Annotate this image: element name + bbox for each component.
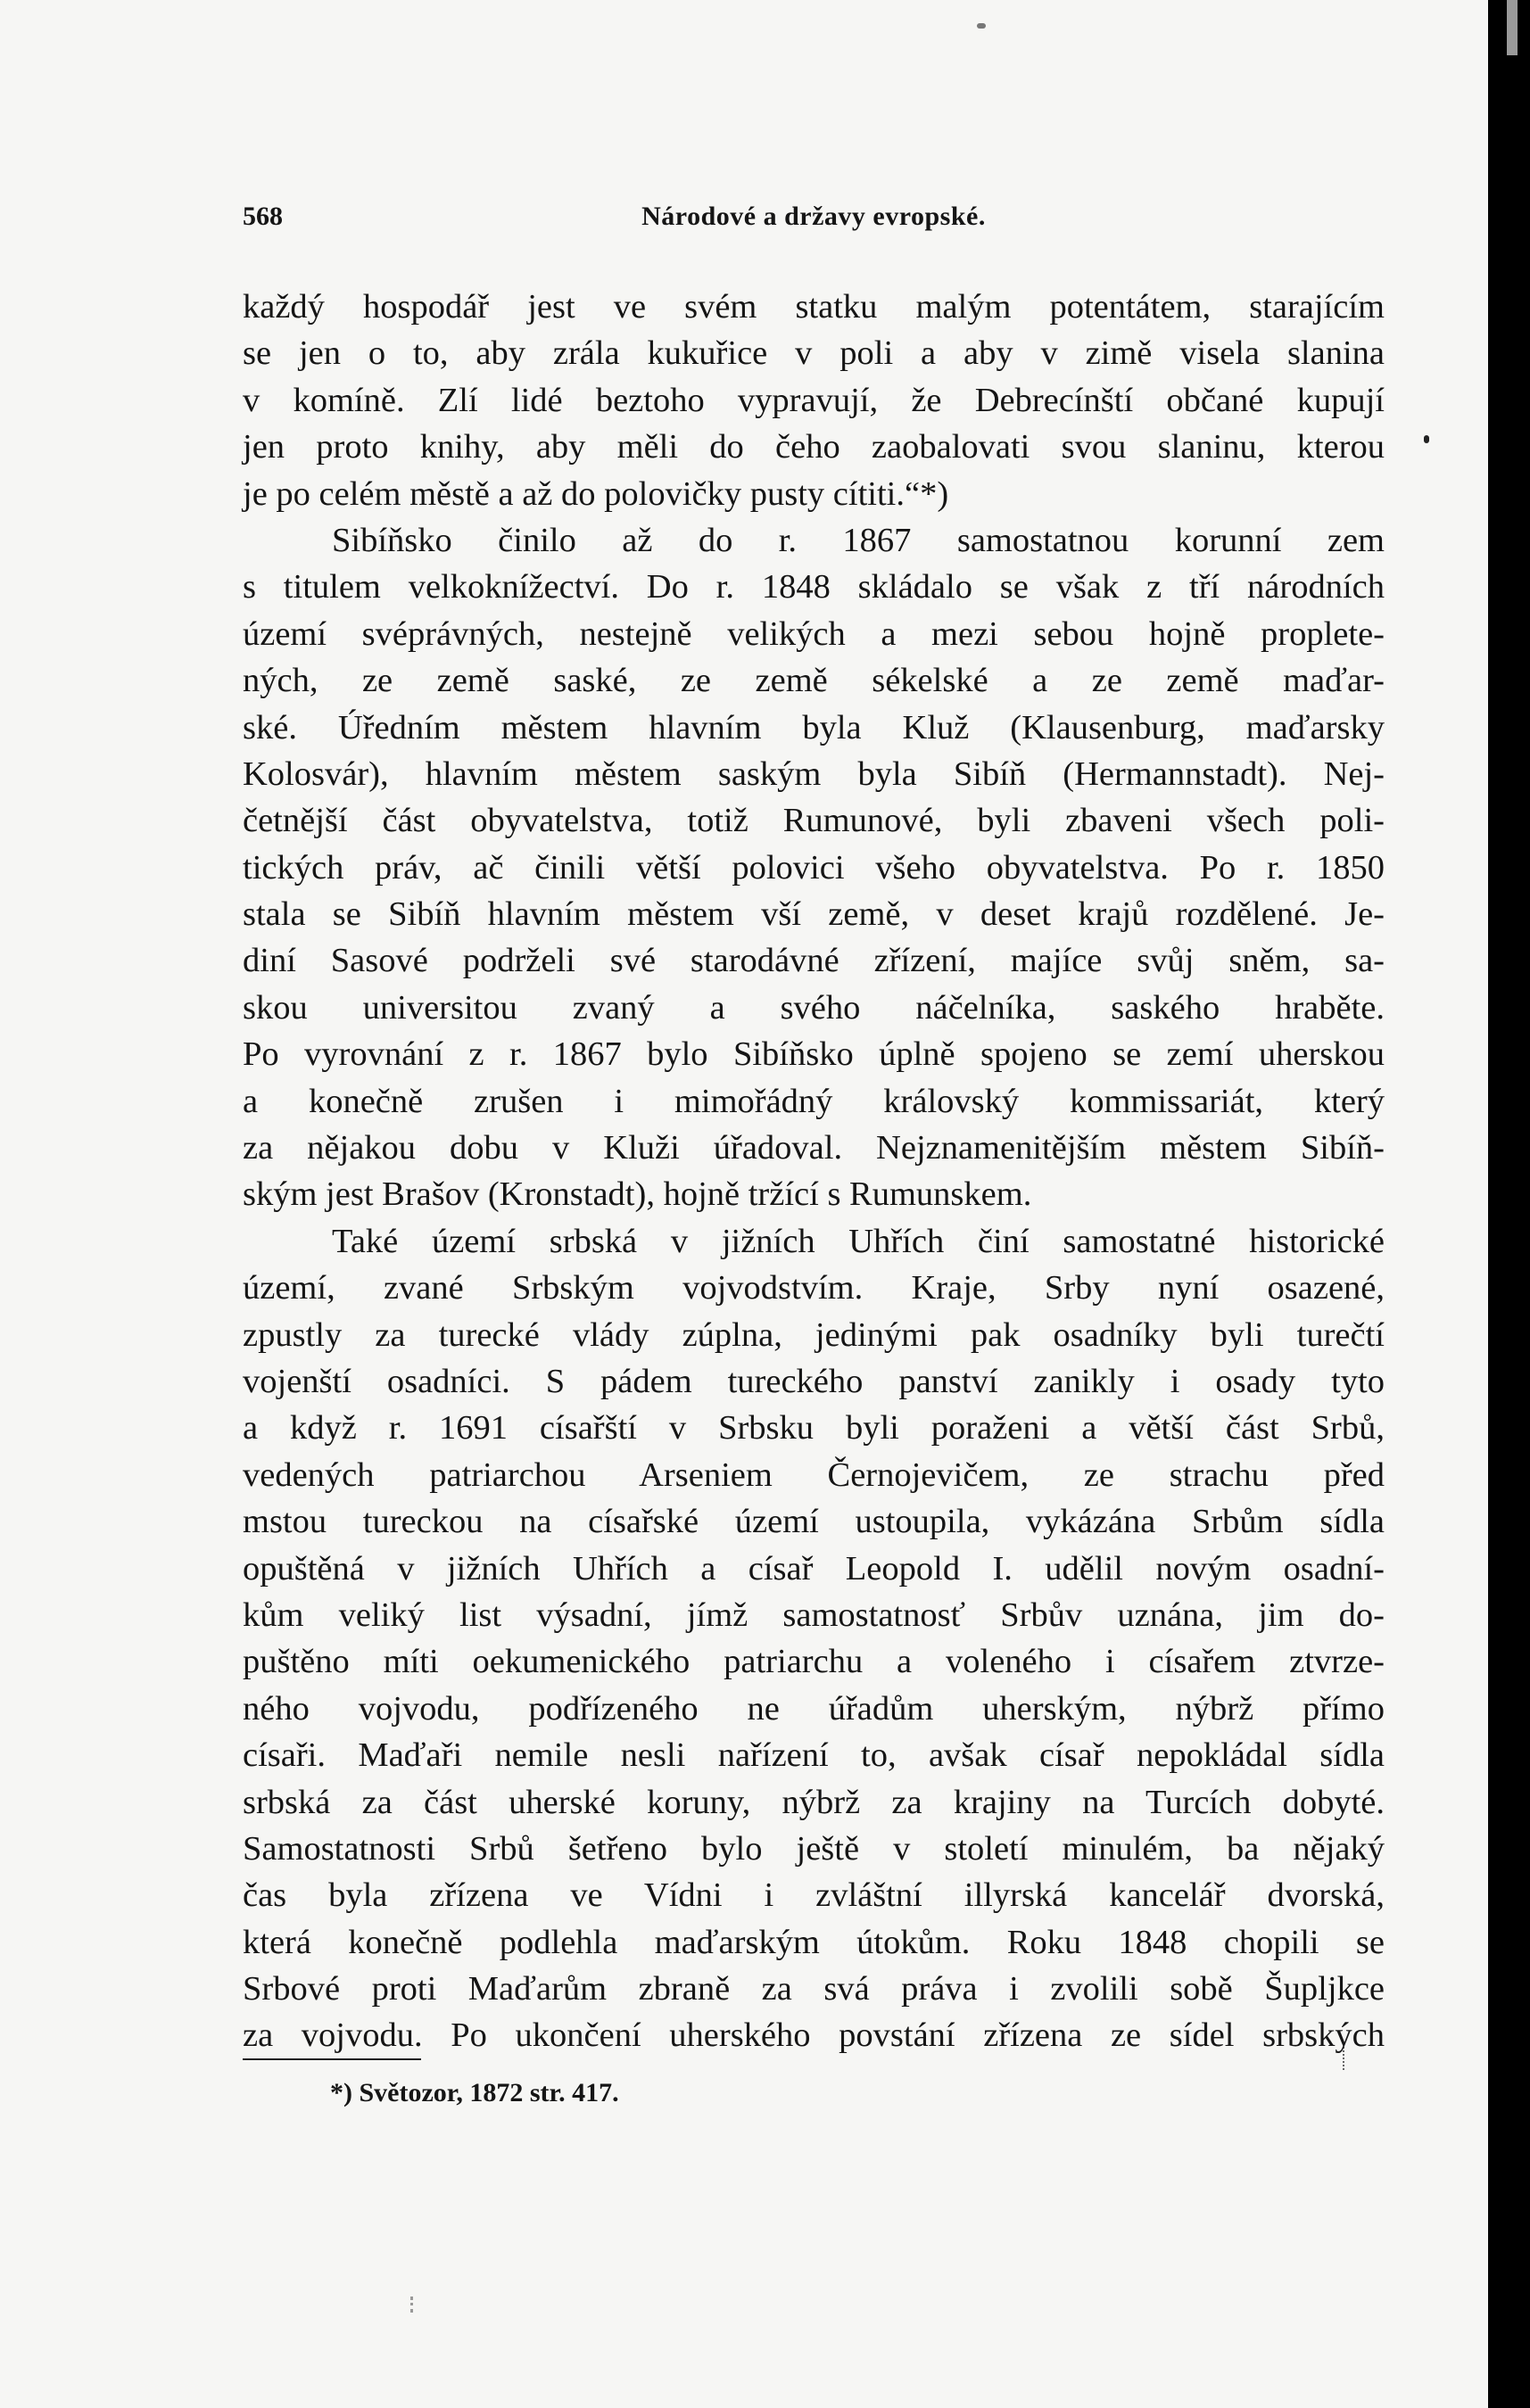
text-line: tických práv, ač činili větší polovici všeho obyvatelstva. Po r. 1850 — [243, 848, 1385, 887]
page-number: 568 — [243, 202, 283, 231]
text-line: Po vyrovnání z r. 1867 bylo Sibíňsko úplně spojeno se zemí uherskou — [243, 1035, 1385, 1074]
text-line: ským jest Brašov (Kronstadt), hojně tržící s Rumunskem. — [243, 1175, 1032, 1214]
text-line: a konečně zrušen i mimořádný královský kommissariát, který — [243, 1082, 1385, 1120]
text-line: Srbové proti Maďarům zbraně za svá práva i zvolili sobě Šupljkce — [243, 1970, 1385, 2008]
text-line: zpustly za turecké vlády zúplna, jedinými pak osadníky byli turečtí — [243, 1315, 1385, 1354]
text-line: puštěno míti oekumenického patriarchu a voleného i císařem ztvrze- — [243, 1643, 1385, 1681]
text-line: mstou tureckou na císařské území ustoupila, vykázána Srbům sídla — [243, 1503, 1385, 1541]
text-line: srbská za část uherské koruny, nýbrž za krajiny na Turcích dobyté. — [243, 1783, 1385, 1821]
text-line: za nějakou dobu v Kluži úřadoval. Nejznamenitějším městem Sibíň- — [243, 1129, 1385, 1167]
text-line: s titulem velkoknížectví. Do r. 1848 skládalo se však z tří národních — [243, 568, 1385, 606]
text-line: vedených patriarchou Arseniem Černojevičem, ze strachu před — [243, 1456, 1385, 1494]
footnote-rule — [243, 2058, 421, 2060]
text-line: která konečně podlehla maďarským útokům. Roku 1848 chopili se — [243, 1923, 1385, 1961]
text-line: čas byla zřízena ve Vídni i zvláštní illyrská kancelář dvorská, — [243, 1876, 1385, 1915]
text-line: skou universitou zvaný a svého náčelníka, saského hraběte. — [243, 988, 1385, 1027]
page-header — [243, 202, 1385, 237]
text-line: císaři. Maďaři nemile nesli nařízení to, avšak císař nepokládal sídla — [243, 1736, 1385, 1775]
scan-artifact — [977, 23, 986, 29]
text-line: Také území srbská v jižních Uhřích činí samostatné historické — [332, 1222, 1385, 1260]
text-line: území, zvané Srbským vojvodstvím. Kraje, Srby nyní osazené, — [243, 1269, 1385, 1307]
text-line: jen proto knihy, aby měli do čeho zaobalovati svou slaninu, kterou — [243, 428, 1385, 466]
text-line: za vojvodu. Po ukončení uherského povstání zřízena ze sídel srbských — [243, 2016, 1385, 2055]
text-line: Kolosvár), hlavním městem saským byla Sibíň (Hermannstadt). Nej- — [243, 755, 1385, 793]
text-line: se jen o to, aby zrála kukuřice v poli a aby v zimě visela slanina — [243, 334, 1385, 373]
text-line: každý hospodář jest ve svém statku malým potentátem, starajícím — [243, 288, 1385, 326]
text-line: vojenští osadníci. S pádem tureckého panství zanikly i osady tyto — [243, 1362, 1385, 1400]
scan-border — [1488, 0, 1530, 2408]
body-text — [243, 284, 1385, 2059]
scan-border-highlight — [1507, 0, 1518, 55]
text-line: v komíně. Zlí lidé beztoho vypravují, že Debrecínští občané kupují — [243, 381, 1385, 419]
scan-artifact — [410, 2297, 426, 2313]
text-line: stala se Sibíň hlavním městem vší země, v deset krajů rozdělené. Je- — [243, 895, 1385, 934]
text-line: ných, ze země saské, ze země sékelské a ze země maďar- — [243, 662, 1385, 700]
text-line: a když r. 1691 císařští v Srbsku byli poraženi a větší část Srbů, — [243, 1409, 1385, 1447]
scan-artifact — [1424, 435, 1429, 443]
text-line: kům veliký list výsadní, jímž samostatnosť Srbův uznána, jim do- — [243, 1596, 1385, 1634]
running-title: Národové a državy evropské. — [641, 202, 986, 231]
text-line: ské. Úředním městem hlavním byla Kluž (Klausenburg, maďarsky — [243, 708, 1385, 746]
text-line: opuštěná v jižních Uhřích a císař Leopold I. udělil novým osadní- — [243, 1549, 1385, 1587]
text-line: diní Sasové podrželi své starodávné zřízení, majíce svůj sněm, sa- — [243, 942, 1385, 980]
footnote: *) Světozor, 1872 str. 417. — [330, 2078, 619, 2107]
text-line: území svéprávných, nestejně velikých a mezi sebou hojně proplete- — [243, 614, 1385, 653]
text-line: je po celém městě a až do polovičky pusty cítiti.“*) — [243, 474, 949, 513]
text-line: Samostatnosti Srbů šetřeno bylo ještě v století minulém, ba nějaký — [243, 1829, 1385, 1868]
text-line: ného vojvodu, podřízeného ne úřadům uherským, nýbrž přímo — [243, 1689, 1385, 1728]
text-line: četnější část obyvatelstva, totiž Rumunové, byli zbaveni všech poli- — [243, 802, 1385, 840]
text-line: Sibíňsko činilo až do r. 1867 samostatnou korunní zem — [332, 521, 1385, 559]
